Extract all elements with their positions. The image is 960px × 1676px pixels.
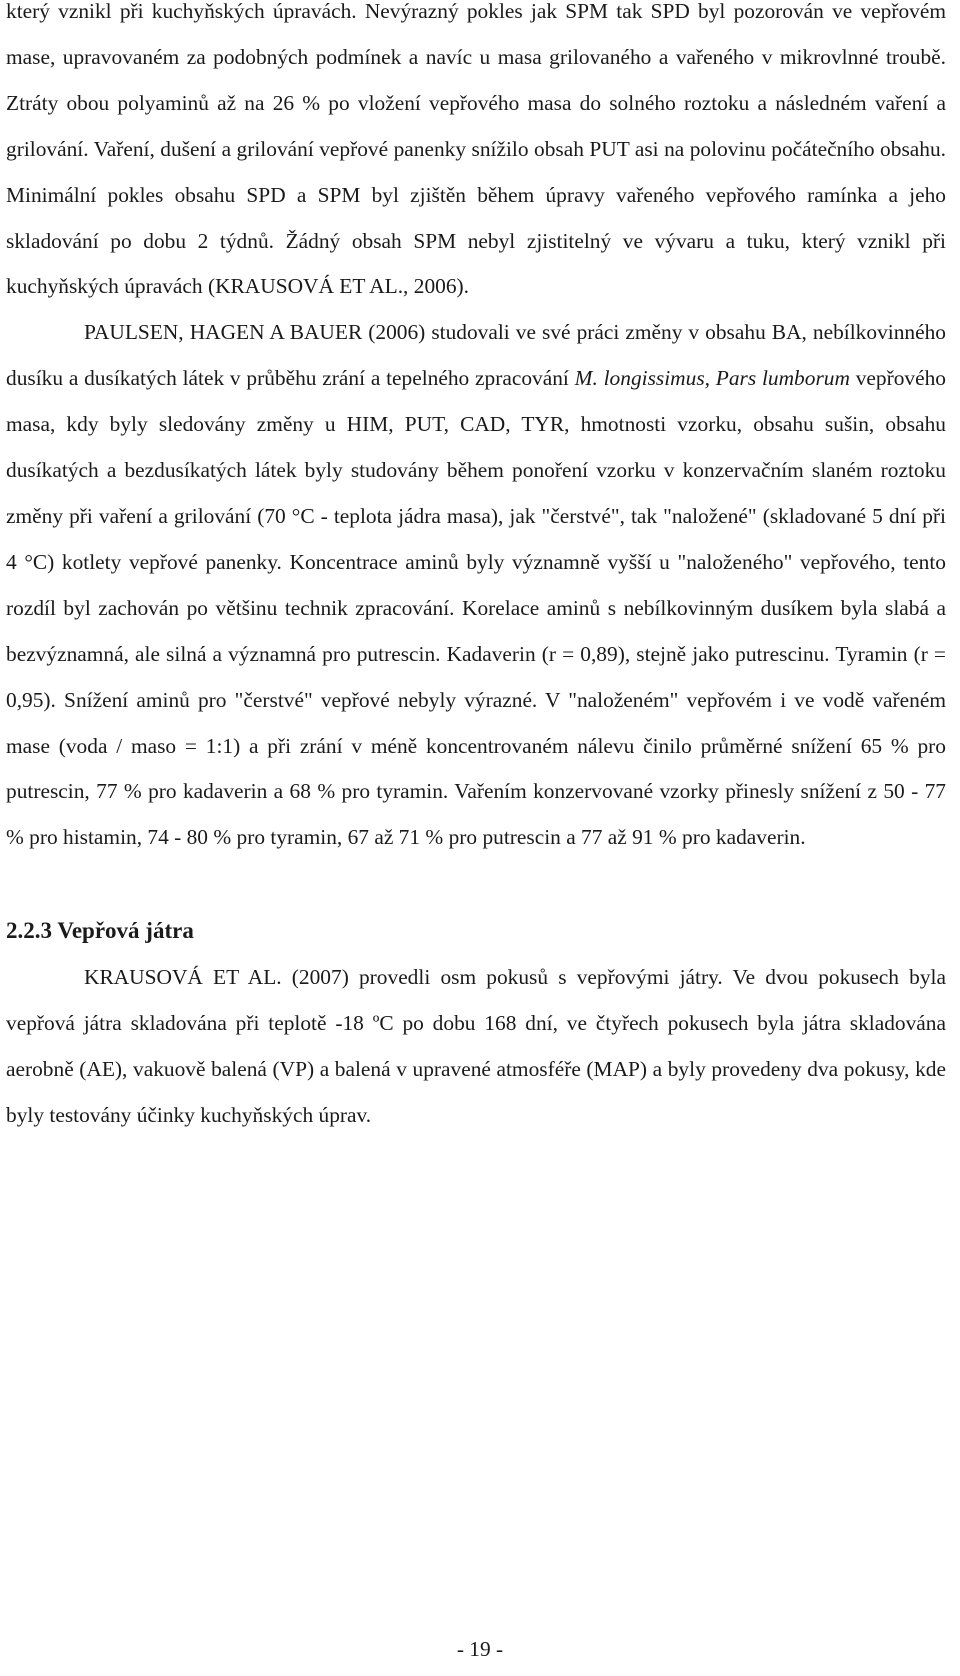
italic-species-name: M. longissimus, Pars lumborum — [574, 366, 850, 391]
paragraph-paulsen — [6, 310, 946, 861]
paragraph-text: PAULSEN, HAGEN A BAUER (2006) studovali ve své práci změny v obsahu BA, nebílkovinného dusíku a dusíkatých látek v průběhu zrání a tepelného zpracování — [6, 320, 946, 391]
page-content — [6, 0, 946, 1139]
paragraph-text: vepřového masa, kdy byly sledovány změny u HIM, PUT, CAD, TYR, hmotnosti vzorku, obsahu sušin, obsahu dusíkatých a bezdusíkatých látek byly studovány během ponoření vzorku v konzervačním slaném roztoku změny při vaření a grilování (70 °C - teplota jádra masa), jak "čerstvé", tak "naložené" (skladované 5 dní při 4 °C) kotlety vepřové panenky. Koncentrace aminů byly významně vyšší u "naloženého" vepřového, tento rozdíl byl zachován po většinu technik zpracování. Korelace aminů s nebílkovinným dusíkem byla slabá a bezvýznamná, ale silná a významná pro putrescin. Kadaverin (r = 0,89), stejně jako putrescinu. Tyramin (r = 0,95). Snížení aminů pro "čerstvé" vepřové nebyly výrazné. V "naloženém" vepřovém i ve vodě vařeném mase (voda / maso = 1:1) a při zrání v méně koncentrovaném nálevu činilo průměrné snížení 65 % pro putrescin, 77 % pro kadaverin a 68 % pro tyramin. Vařením konzervované vzorky přinesly snížení z 50 - 77 % pro histamin, 74 - 80 % pro tyramin, 67 až 71 % pro putrescin a 77 až 91 % pro kadaverin. — [6, 366, 946, 850]
paragraph-continuation: který vznikl při kuchyňských úpravách. Nevýrazný pokles jak SPM tak SPD byl pozorován ve vepřovém mase, upravovaném za podobných podmínek a navíc u masa grilovaného a vařeného v mikrovlnné troubě. Ztráty obou polyaminů až na 26 % po vložení vepřového masa do solného roztoku a následném vaření a grilování. Vaření, dušení a grilování vepřové panenky snížilo obsah PUT asi na polovinu počátečního obsahu. Minimální pokles obsahu SPD a SPM byl zjištěn během úpravy vařeného vepřového ramínka a jeho skladování po dobu 2 týdnů. Žádný obsah SPM nebyl zjistitelný ve vývaru a tuku, který vznikl při kuchyňských úpravách (KRAUSOVÁ ET AL., 2006). — [6, 0, 946, 299]
paragraph-krausova: KRAUSOVÁ ET AL. (2007) provedli osm pokusů s vepřovými játry. Ve dvou pokusech byla vepřová játra skladována při teplotě -18 ºC po dobu 168 dní, ve čtyřech pokusech byla játra skladována aerobně (AE), vakuově balená (VP) a balená v upravené atmosféře (MAP) a byly provedeny dva pokusy, kde byly testovány účinky kuchyňských úprav. — [6, 965, 946, 1127]
section-heading: 2.2.3 Vepřová játra — [6, 918, 194, 944]
page-number: - 19 - — [456, 1637, 504, 1661]
